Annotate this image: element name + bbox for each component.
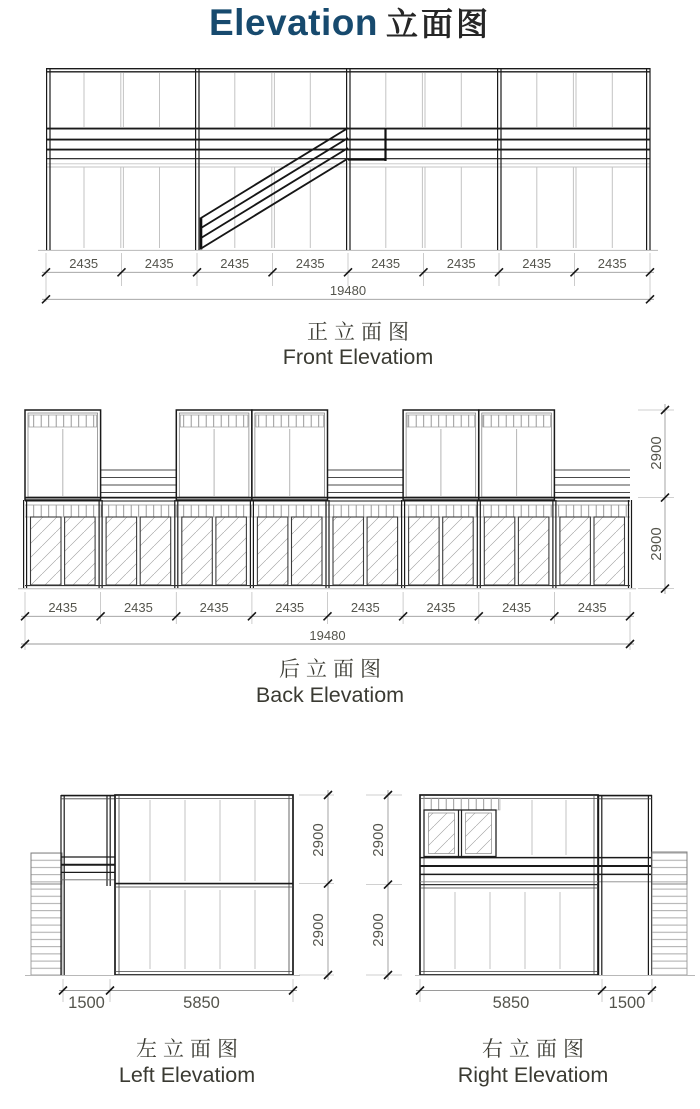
left-stair-ladder [31,853,62,975]
back-dim-height: 2900 [648,436,665,470]
back-dim-segment: 2435 [426,600,456,615]
left-elevation-drawing [25,795,300,976]
page-title-english: Elevation [208,2,378,43]
front-dim-total: 19480 [329,283,367,298]
back-elevation-drawing [18,410,636,589]
page-title-chinese: 立面图 [385,6,491,42]
right-stair-platform [598,795,652,975]
left-dim-height: 2900 [310,913,327,947]
back-upper-blocks [25,410,554,500]
front-dim-segment: 2435 [220,256,250,271]
right-upper-window [424,810,496,857]
front-staircase [201,128,386,250]
left-dim-stair-width: 1500 [68,994,105,1012]
front-dim-segment: 2435 [295,256,325,271]
front-caption-chinese: 正立面图 [307,321,415,344]
left-caption-english: Left Elevatiom [118,1063,256,1087]
back-dim-height: 2900 [648,527,665,561]
back-dim-segment: 2435 [48,600,78,615]
back-dim-segment: 2435 [199,600,229,615]
back-dim-segment: 2435 [123,600,153,615]
right-caption-chinese: 右立面图 [482,1038,590,1061]
right-caption-english: Right Elevatiom [457,1063,609,1087]
back-dim-segment: 2435 [577,600,607,615]
right-dim-body-width: 5850 [492,994,530,1012]
left-stair-platform [61,795,115,975]
right-elevation-drawing [415,795,695,976]
front-dim-segment: 2435 [144,256,174,271]
left-dim-height: 2900 [310,823,327,857]
back-dim-segment: 2435 [502,600,532,615]
front-dim-segment: 2435 [69,256,99,271]
right-dim-height: 2900 [370,913,387,947]
back-caption-english: Back Elevatiom [255,683,405,707]
back-caption-chinese: 后立面图 [279,658,387,681]
back-dim-total: 19480 [309,628,346,643]
back-dim-segment: 2435 [275,600,305,615]
right-stair-ladder [652,852,687,975]
front-elevation-drawing [38,68,658,250]
front-caption-english: Front Elevatiom [282,345,434,369]
front-dim-segment: 2435 [446,256,476,271]
front-dim-segment: 2435 [522,256,552,271]
right-dim-height: 2900 [370,823,387,857]
back-ground-floor [18,500,636,589]
left-dim-body-width: 5850 [183,994,220,1012]
right-dim-stair-width: 1500 [608,994,646,1012]
front-dim-segment: 2435 [371,256,401,271]
front-dim-segment: 2435 [597,256,627,271]
back-dim-segment: 2435 [350,600,380,615]
front-elevation-dimensions [42,253,654,303]
left-caption-chinese: 左立面图 [136,1038,244,1061]
